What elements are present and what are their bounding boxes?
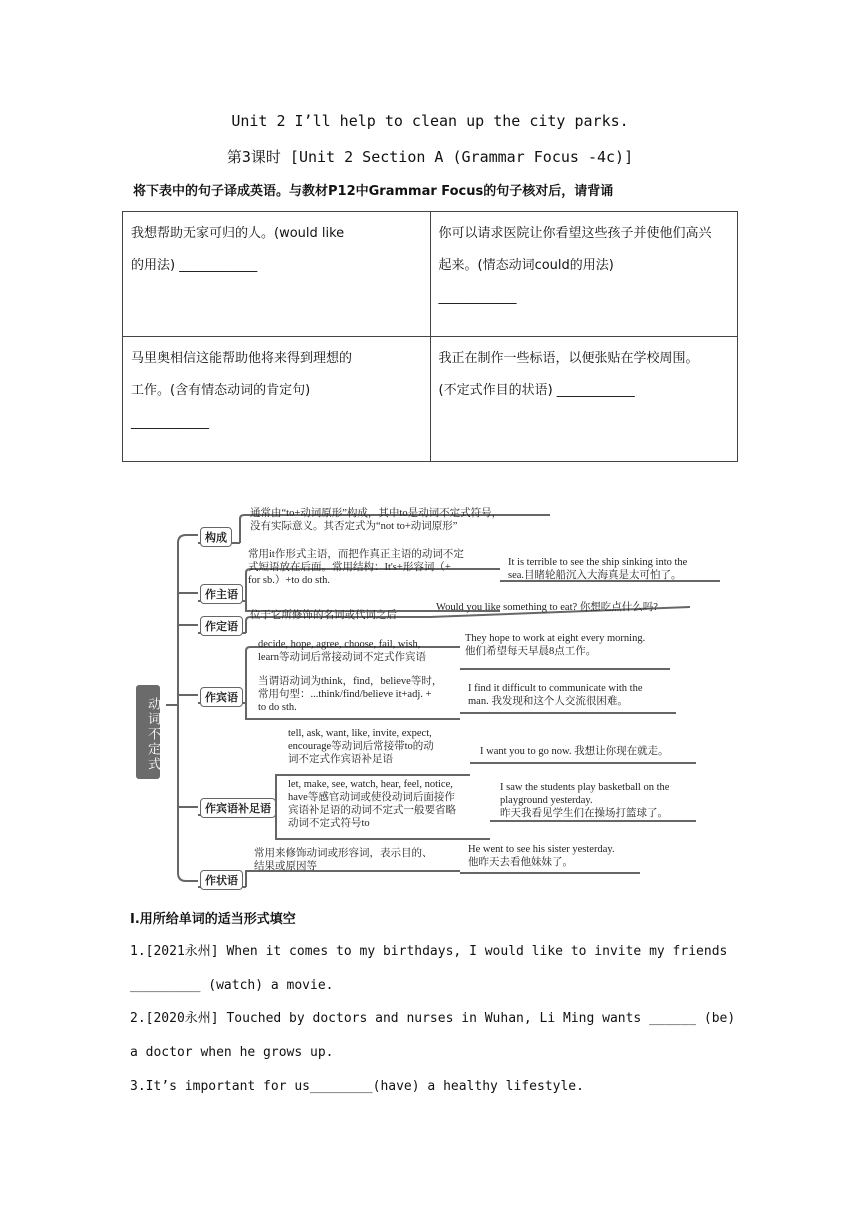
instruction: 将下表中的句子译成英语。与教材P12中Grammar Focus的句子核对后，请背诵 bbox=[133, 184, 614, 199]
unit-title: Unit 2 I’ll help to clean up the city parks. bbox=[231, 112, 629, 130]
table-cell bbox=[123, 337, 431, 462]
cell-line: 马里奥相信这能帮助他将来得到理想的 bbox=[131, 351, 353, 366]
branch-description: 位于它所修饰的名词或代词之后 bbox=[250, 610, 397, 621]
branch-description: 通常由“to+动词原形”构成，其中to是动词不定式符号， 没有实际意义。其否定式为“not to+动词原形” bbox=[250, 508, 503, 532]
branch-node: 作定语 bbox=[200, 616, 243, 636]
branch-description: 常用来修饰动词或形容词，表示目的、 结果或原因等 bbox=[254, 848, 433, 872]
question-line[interactable]: 3.It’s important for us________(have) a healthy lifestyle. bbox=[130, 1079, 584, 1094]
table-cell bbox=[430, 212, 738, 337]
cell-line: 你可以请求医院让你看望这些孩子并使他们高兴 bbox=[438, 226, 712, 241]
answer-blank[interactable]: ____________ bbox=[179, 258, 258, 273]
branch-description: let, make, see, watch, hear, feel, notice, have等感官动词或使役动词后面接作 宾语补足语的动词不定式一般要省略 动词不定式符号to bbox=[288, 779, 456, 829]
branch-node: 作宾语 bbox=[200, 687, 243, 707]
branch-description: 当谓语动词为think，find，believe等时， 常用句型：...think/find/believe it+adj. + to do sth. bbox=[258, 676, 443, 713]
branch-description: decide, hope, agree, choose, fail, wish, learn等动词后常接动词不定式作宾语 bbox=[258, 639, 426, 663]
example-sentence: I want you to go now. 我想让你现在就走。 bbox=[480, 746, 669, 757]
answer-blank[interactable]: ____________ bbox=[131, 415, 209, 430]
cell-line: (不定式作目的状语) ____________ bbox=[438, 383, 635, 398]
exercise-section-title: Ⅰ.用所给单词的适当形式填空 bbox=[130, 912, 296, 927]
question-line[interactable]: 2.[2020永州] Touched by doctors and nurses in Wuhan, Li Ming wants ______ (be) bbox=[130, 1011, 736, 1026]
branch-node: 作宾语补足语 bbox=[200, 798, 276, 818]
cell-line: 我想帮助无家可归的人。(would like bbox=[131, 226, 345, 241]
branch-node: 作状语 bbox=[200, 870, 243, 890]
branch-node: 构成 bbox=[200, 527, 232, 547]
answer-blank[interactable]: ____________ bbox=[438, 290, 517, 305]
example-sentence: He went to see his sister yesterday. 他昨天去看他妹妹了。 bbox=[468, 844, 615, 868]
example-sentence: I find it difficult to communicate with the man. 我发现和这个人交流很困难。 bbox=[468, 683, 643, 707]
answer-blank[interactable]: ____________ bbox=[556, 383, 635, 398]
translation-table bbox=[122, 211, 738, 462]
branch-description: 常用it作形式主语，而把作真正主语的动词不定 式短语放在后面。常用结构：It's+形容词（+ for sb.）+to do sth. bbox=[248, 549, 464, 586]
example-sentence: They hope to work at eight every morning. 他们希望每天早晨8点工作。 bbox=[465, 633, 646, 657]
example-sentence: Would you like something to eat? 你想吃点什么吗? bbox=[436, 602, 658, 613]
exercise-item-2 bbox=[130, 1008, 735, 1064]
example-sentence: I saw the students play basketball on the playground yesterday. 昨天我看见学生们在操场打篮球了。 bbox=[500, 782, 670, 819]
cell-line: 的用法) ____________ bbox=[131, 258, 258, 273]
cell-line: 工作。(含有情态动词的肯定句) bbox=[131, 383, 311, 398]
branch-node: 作主语 bbox=[200, 584, 243, 604]
cell-line: 起来。(情态动词could的用法) bbox=[438, 258, 614, 273]
question-line[interactable]: _________ (watch) a movie. bbox=[130, 978, 334, 993]
lesson-title: 第3课时 [Unit 2 Section A (Grammar Focus -4c)] bbox=[226, 148, 634, 166]
infinitive-mindmap bbox=[130, 495, 730, 890]
question-line: a doctor when he grows up. bbox=[130, 1045, 334, 1060]
table-cell bbox=[430, 337, 738, 462]
example-sentence: It is terrible to see the ship sinking into the sea.目睹轮船沉入大海真是太可怕了。 bbox=[508, 557, 688, 581]
exercise-item-1 bbox=[130, 941, 727, 997]
mindmap-root: 动词不定式 bbox=[136, 685, 160, 779]
branch-description: tell, ask, want, like, invite, expect, encourage等动词后常接带to的动 词不定式作宾语补足语 bbox=[288, 728, 434, 765]
cell-line: 我正在制作一些标语，以便张贴在学校周围。 bbox=[438, 351, 699, 366]
question-line: 1.[2021永州] When it comes to my birthdays, I would like to invite my friends bbox=[130, 944, 728, 959]
table-cell bbox=[123, 212, 431, 337]
exercise-item-3 bbox=[130, 1076, 584, 1098]
